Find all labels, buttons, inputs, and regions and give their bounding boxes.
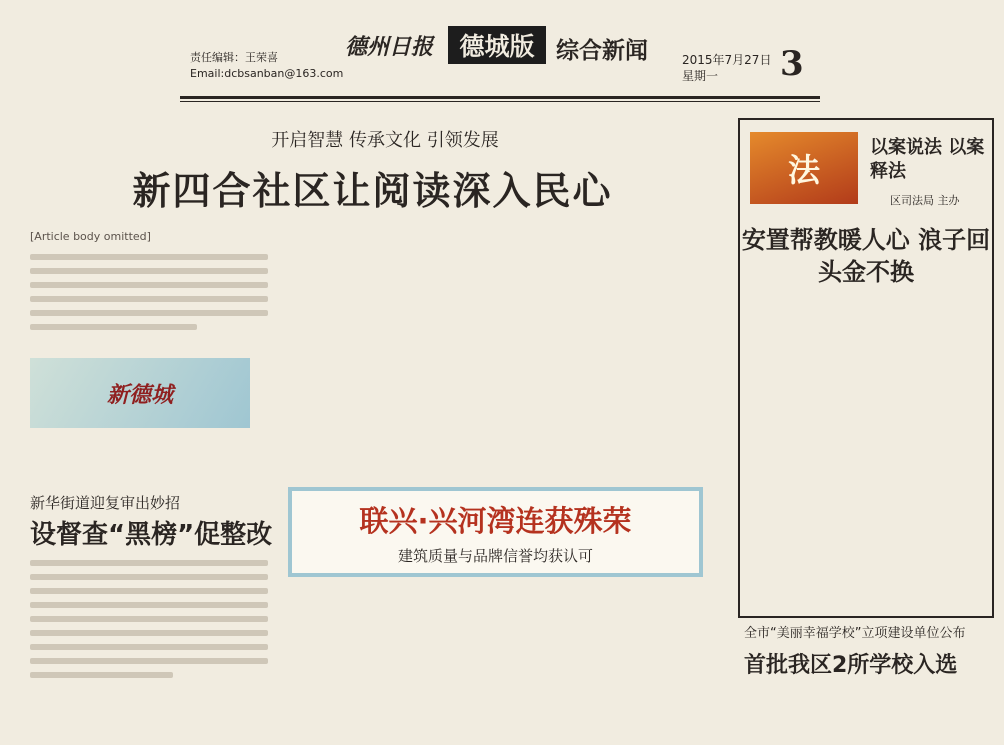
featured-headline: 联兴·兴河湾连获殊荣 <box>359 504 632 538</box>
school-headline: 首批我区2所学校入选 <box>744 653 958 678</box>
editor-email: Email:dcbsanban@163.com <box>190 67 344 80</box>
lead-body-placeholder <box>30 254 268 338</box>
masthead-rule-thin <box>180 101 820 102</box>
law-column-title: 以案说法 以案释法 <box>870 137 985 182</box>
law-column-sidebar <box>738 118 994 618</box>
inspection-kicker: 新华街道迎复审出妙招 <box>30 494 181 512</box>
featured-subheadline: 建筑质量与品牌信誉均获认可 <box>397 547 593 565</box>
law-column-badge <box>750 132 858 204</box>
edition-badge: 德城版 <box>448 26 546 64</box>
lead-kicker: 开启智慧 传承文化 引领发展 <box>271 130 499 151</box>
issue-date <box>682 52 771 84</box>
editor-credits <box>190 50 343 82</box>
lead-body-note: [Article body omitted] <box>30 230 151 243</box>
lead-headline: 新四合社区让阅读深入民心 <box>132 169 613 213</box>
masthead-rule <box>180 96 820 99</box>
editor-label: 责任编辑：王荣喜 <box>190 51 278 64</box>
section-name: 综合新闻 <box>556 38 648 64</box>
paper-name: 德州日报 <box>345 34 434 60</box>
masthead <box>0 0 1004 100</box>
law-badge-text: 法 <box>787 151 820 189</box>
law-column-headline: 安置帮教暖人心 浪子回头金不换 <box>741 226 991 286</box>
featured-story-box <box>288 487 703 577</box>
issue-date-text: 2015年7月27日 <box>682 53 772 67</box>
page-number: 3 <box>780 44 804 84</box>
law-column-host: 区司法局 主办 <box>890 194 960 207</box>
lead-photo-caption: 新德城 <box>106 382 173 408</box>
school-kicker: 全市“美丽幸福学校”立项建设单位公布 <box>744 626 966 641</box>
lead-photo <box>30 358 250 428</box>
inspection-headline: 设督查“黑榜”促整改 <box>30 520 273 550</box>
inspection-body-placeholder <box>30 560 268 686</box>
issue-weekday: 星期一 <box>682 69 719 83</box>
